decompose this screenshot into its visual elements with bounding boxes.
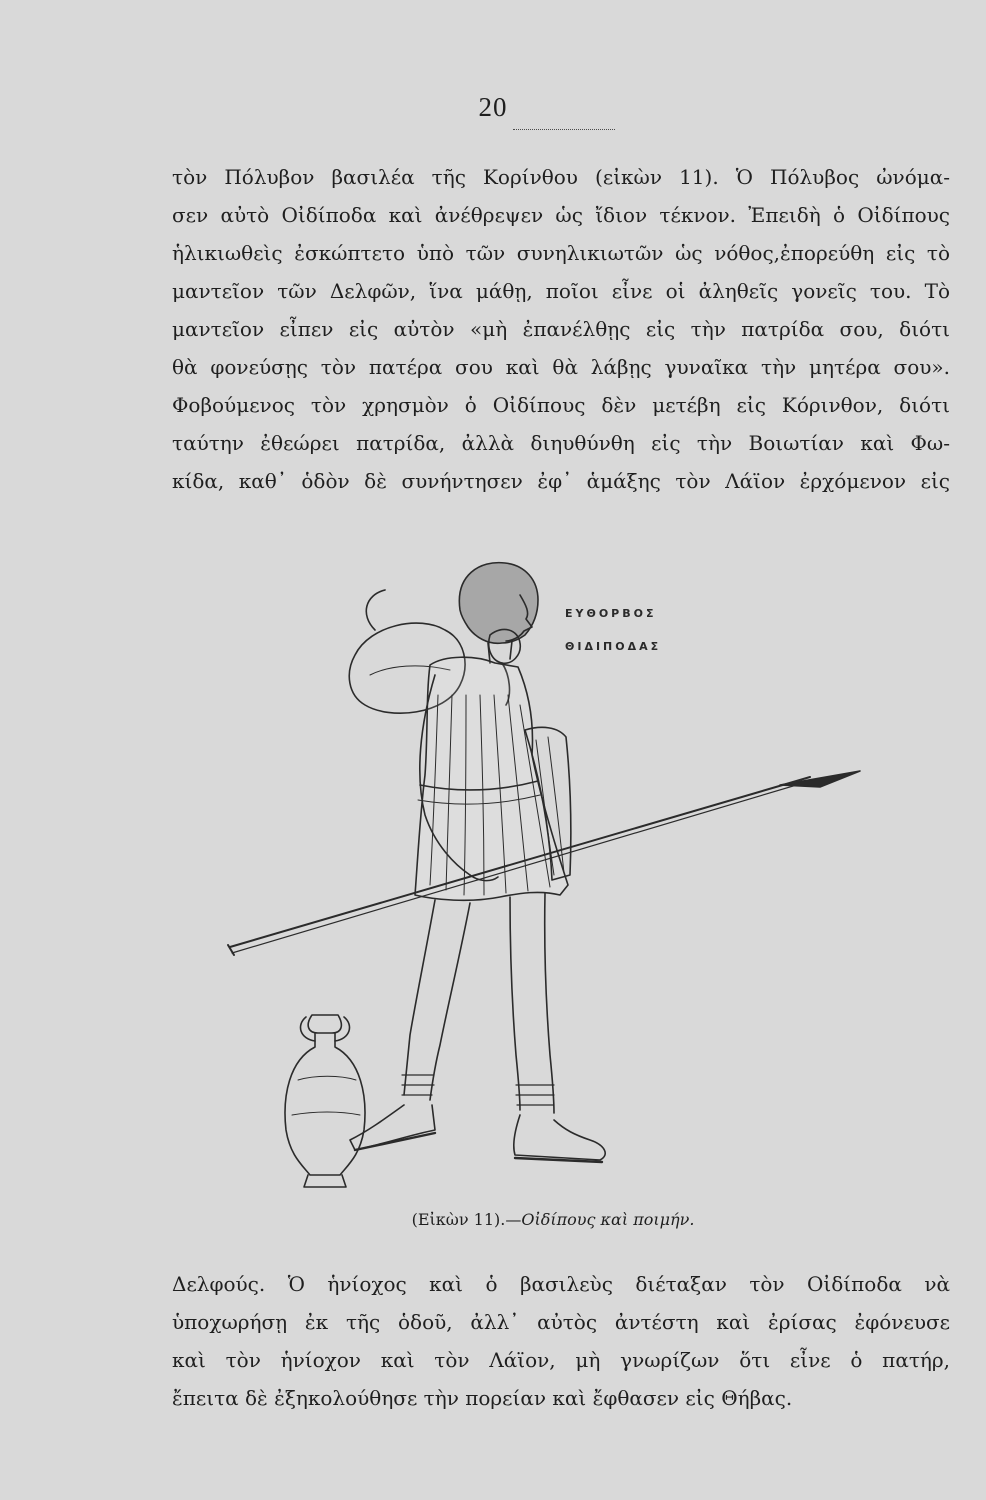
oedipus-drawing	[220, 555, 900, 1195]
figure-caption	[0, 1210, 986, 1229]
chiton-icon	[415, 657, 568, 900]
text-line: μαντεῖον τῶν Δελφῶν, ἵνα μάθῃ, ποῖοι εἶνε οἱ ἀληθεῖς γονεῖς του. Τὸ	[172, 279, 950, 303]
text-line: τὸν Πόλυβον βασιλέα τῆς Κορίνθου (εἰκὼν 11). Ὁ Πόλυβος ὠνόμα-	[172, 165, 950, 189]
figure-oedipus-illustration	[220, 555, 900, 1195]
text-line: κίδα, καθ᾿ ὁδὸν δὲ συνήντησεν ἐφ᾿ ἁμάξης τὸν Λάϊον ἐρχόμενον εἰς	[172, 469, 950, 493]
text-line: Φοβούμενος τὸν χρησμὸν ὁ Οἰδίπους δὲν μετέβη εἰς Κόρινθον, διότι	[172, 393, 950, 417]
page-number: 20	[478, 92, 508, 122]
top-paragraph	[172, 158, 950, 500]
caption-title: Οἰδίπους καὶ ποιμήν.	[521, 1210, 695, 1229]
inscription-oidipodas: ΘΙΔΙΠΟΔΑΣ	[565, 640, 662, 653]
legs-icon	[350, 893, 605, 1162]
text-line: ἔπειτα δὲ ἐξηκολούθησε τὴν πορείαν καὶ ἔφθασεν εἰς Θήβας.	[172, 1386, 793, 1410]
bottom-paragraph	[172, 1265, 950, 1417]
text-line: ἡλικιωθεὶς ἐσκώπτετο ὑπὸ τῶν συνηλικιωτῶν ὡς νόθος,ἐπορεύθη εἰς τὸ	[172, 241, 950, 265]
amphora-icon	[285, 1015, 365, 1187]
caption-prefix: (Εἰκὼν 11).—	[411, 1210, 522, 1229]
text-line: Δελφούς. Ὁ ἡνίοχος καὶ ὁ βασιλεὺς διέταξαν τὸν Οἰδίποδα νὰ	[172, 1272, 950, 1296]
text-line: θὰ φονεύσῃς τὸν πατέρα σου καὶ θὰ λάβῃς γυναῖκα τὴν μητέρα σου».	[172, 355, 950, 379]
text-line: ταύτην ἐθεώρει πατρίδα, ἀλλὰ διηυθύνθη εἰς τὴν Βοιωτίαν καὶ Φω-	[172, 431, 950, 455]
text-line: καὶ τὸν ἡνίοχον καὶ τὸν Λάϊον, μὴ γνωρίζων ὅτι εἶνε ὁ πατήρ,	[172, 1348, 950, 1372]
text-line: ὑποχωρήσῃ ἐκ τῆς ὁδοῦ, ἀλλ᾿ αὐτὸς ἀντέστη καὶ ἐρίσας ἐφόνευσε	[172, 1310, 950, 1334]
text-line: μαντεῖον εἶπεν εἰς αὐτὸν «μὴ ἐπανέλθῃς εἰς τὴν πατρίδα σου, διότι	[172, 317, 950, 341]
text-line: σεν αὐτὸ Οἰδίποδα καὶ ἀνέθρεψεν ὡς ἴδιον τέκνον. Ἐπειδὴ ὁ Οἰδίπους	[172, 203, 950, 227]
page-number-rule	[513, 129, 615, 130]
inscription-euphorbos: ΕΥΘΟΡΒΟΣ	[565, 607, 657, 620]
head-icon	[459, 563, 538, 663]
